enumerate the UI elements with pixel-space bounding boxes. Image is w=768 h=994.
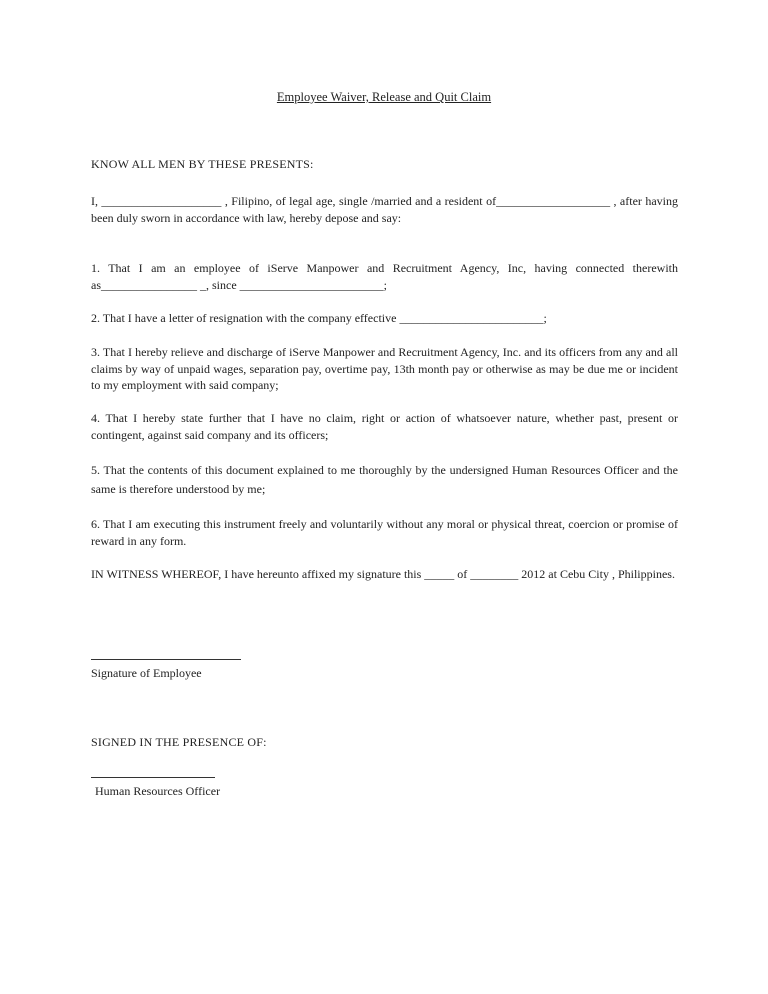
witness-paragraph: IN WITNESS WHEREOF, I have hereunto affixed my signature this _____ of ________ 2012 at Cebu City , Philippines. (91, 567, 675, 581)
clause-6: 6. That I am executing this instrument freely and voluntarily without any moral or physical threat, coercion or promise of reward in any form. (91, 517, 678, 548)
document-title: Employee Waiver, Release and Quit Claim (276, 90, 492, 104)
employee-signature-line (91, 659, 241, 660)
clause-4: 4. That I hereby state further that I have no claim, right or action of whatsoever nature, whether past, present or contingent, against said company and its officers; (91, 411, 678, 442)
employee-signature-label: Signature of Employee (91, 666, 202, 680)
intro-paragraph: I, ____________________ , Filipino, of legal age, single /married and a resident of___________________ , after having been duly sworn in accordance with law, hereby depose and say: (91, 194, 678, 225)
clause-3: 3. That I hereby relieve and discharge of iServe Manpower and Recruitment Agency, Inc. and its officers from any and all claims by way of unpaid wages, separation pay, overtime pay, 13th month pay or otherwise as may be due me or incident to my employment with said company; (91, 345, 678, 392)
officer-signature-line (91, 777, 215, 778)
presence-heading: SIGNED IN THE PRESENCE OF: (91, 735, 267, 749)
clause-1: 1. That I am an employee of iServe Manpower and Recruitment Agency, Inc, having connected therewith as________________ _, since ________________________; (91, 261, 678, 292)
clause-5: 5. That the contents of this document explained to me thoroughly by the undersigned Human Resources Officer and the same is therefore understood by me; (91, 463, 678, 496)
clause-2: 2. That I have a letter of resignation with the company effective ________________________; (91, 311, 547, 325)
officer-signature-label: Human Resources Officer (95, 784, 221, 798)
salutation: KNOW ALL MEN BY THESE PRESENTS: (91, 157, 314, 171)
